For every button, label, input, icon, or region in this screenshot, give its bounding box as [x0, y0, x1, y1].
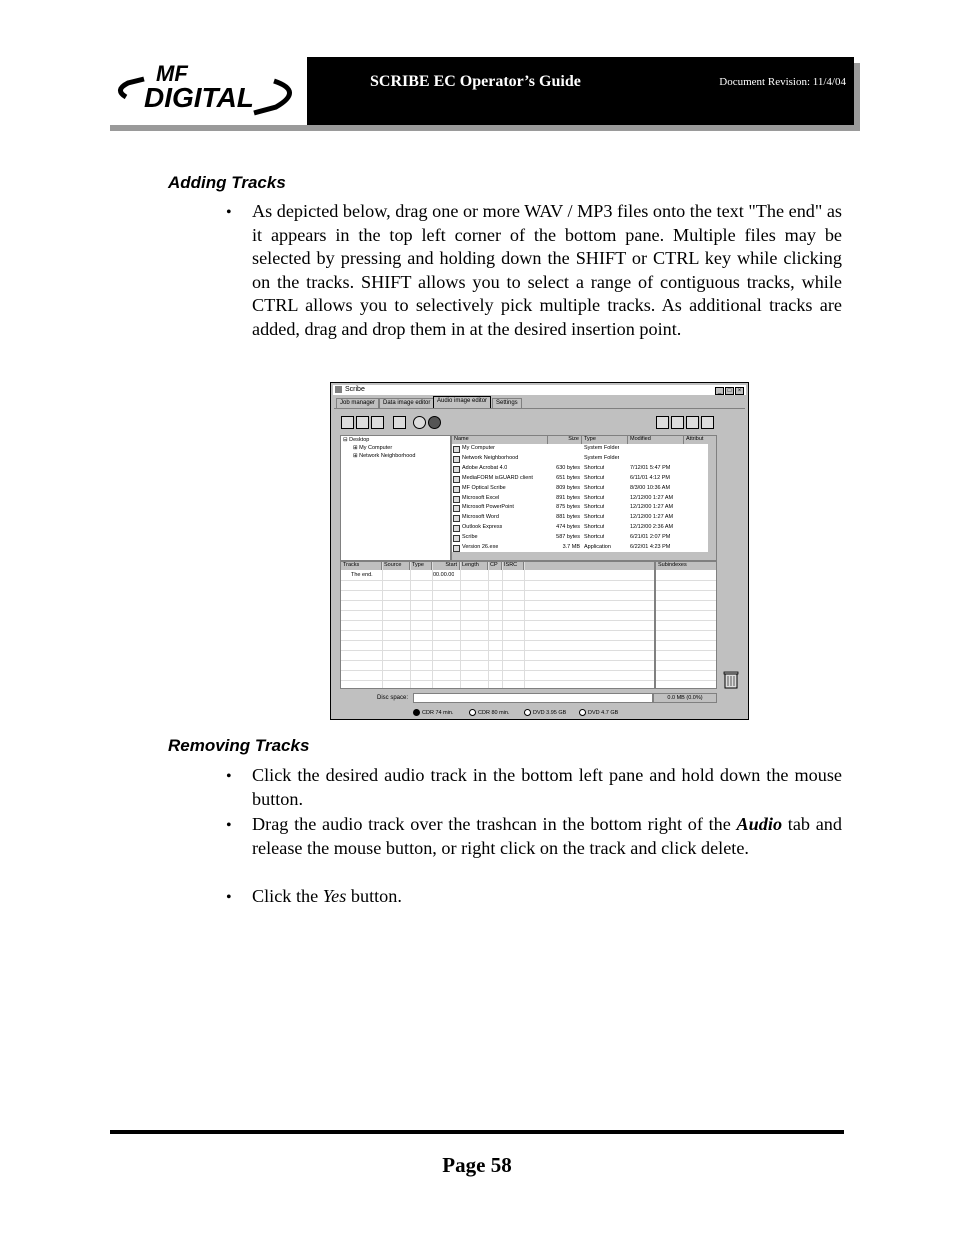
file-modified: 6/21/01 2:07 PM [630, 534, 671, 541]
col-name[interactable]: Name [452, 436, 548, 444]
tree-item-my-computer[interactable]: ⊞ My Computer [353, 445, 393, 451]
col-type[interactable]: Type [582, 436, 628, 444]
adding-tracks-bullet-1: As depicted below, drag one or more WAV / MP3 files onto the text "The end" as it appears in the top left corner of the bottom pane. Multiple files may be selected by pressing and holding down the SHIFT or CTRL key while clicking on the tracks. SHIFT allows you to select a range of contiguous tracks, while CTRL allows you to selectively pick multiple tracks. As additional tracks are added, drag and drop them in at the desired insertion point. [252, 201, 842, 339]
up-folder-icon[interactable] [671, 416, 684, 429]
file-name: Network Neighborhood [462, 454, 519, 461]
file-icon [453, 525, 460, 532]
grid-line [656, 650, 716, 651]
file-name: Version 26.exe [462, 544, 499, 550]
maximize-button[interactable]: □ [725, 387, 734, 395]
file-icon [453, 446, 460, 453]
new-icon[interactable] [341, 416, 354, 429]
file-icon [453, 496, 460, 503]
file-modified: 12/12/00 1:27 AM [630, 494, 674, 501]
grid-line [341, 580, 654, 581]
file-row[interactable] [452, 475, 716, 485]
grid-line [656, 580, 716, 581]
disc-icon[interactable] [413, 416, 426, 429]
file-name: Microsoft PowerPoint [462, 504, 514, 511]
file-modified: 8/3/00 10:36 AM [630, 484, 671, 491]
file-modified: 6/11/01 4:12 PM [630, 474, 670, 481]
file-row[interactable] [452, 495, 716, 505]
file-type: Shortcut [584, 514, 605, 521]
tab-audio-image-editor[interactable]: Audio image editor [433, 396, 491, 409]
file-type: System Folder [584, 454, 620, 461]
sort-icon[interactable] [656, 416, 669, 429]
file-type: Application [584, 544, 611, 550]
grid-column-line [524, 562, 525, 688]
file-type: Shortcut [584, 484, 605, 491]
subindexes-header: Subindexes [656, 562, 717, 570]
col-type[interactable]: Type [410, 562, 432, 570]
document-title: SCRIBE EC Operator’s Guide [370, 73, 581, 90]
mf-digital-logo [104, 57, 307, 125]
grid-line [341, 670, 654, 671]
grid-line [656, 670, 716, 671]
file-row[interactable] [452, 504, 716, 514]
file-size: 651 bytes [556, 474, 580, 481]
footer-rule [110, 1130, 844, 1134]
disc-space-label: Disc space: [377, 695, 409, 701]
file-size: 875 bytes [556, 504, 580, 511]
file-modified: 7/12/01 5:47 PM [630, 464, 671, 471]
page-header [104, 57, 854, 125]
file-row[interactable] [452, 465, 716, 475]
file-type: Shortcut [584, 524, 605, 531]
file-name: MediaFORM isGUARD client [462, 474, 533, 481]
radio-cdr-74[interactable]: CDR 74 min. [413, 709, 453, 716]
grid-line [656, 660, 716, 661]
tree-item-network[interactable]: ⊞ Network Neighborhood [353, 453, 416, 459]
grid-line [656, 620, 716, 621]
file-row[interactable] [452, 534, 716, 544]
page-number: Page 58 [442, 1153, 512, 1177]
grid-column-line [488, 562, 489, 688]
print-icon[interactable] [393, 416, 406, 429]
col-cp[interactable]: CP [488, 562, 502, 570]
tree-item-desktop[interactable]: ⊟ Desktop [343, 437, 370, 443]
radio-dvd-47[interactable]: DVD 4.7 GB [579, 709, 618, 716]
close-button[interactable]: × [735, 387, 744, 395]
file-name: Microsoft Excel [462, 494, 500, 501]
details-view-icon[interactable] [701, 416, 714, 429]
tab-settings[interactable]: Settings [492, 398, 522, 409]
file-type: Shortcut [584, 504, 605, 511]
col-size[interactable]: Size [548, 436, 582, 444]
trashcan-icon[interactable] [723, 669, 739, 689]
svg-text:MF: MF [156, 61, 188, 86]
file-icon [453, 476, 460, 483]
file-size: 474 bytes [556, 524, 580, 531]
grid-line [341, 620, 654, 621]
app-icon [335, 386, 342, 393]
bullet-marker: • [226, 768, 232, 785]
radio-cdr-80[interactable]: CDR 80 min. [469, 709, 509, 716]
file-size: 587 bytes [556, 534, 580, 541]
open-icon[interactable] [356, 416, 369, 429]
file-name: Adobe Acrobat 4.0 [462, 464, 508, 471]
grid-line [656, 600, 716, 601]
file-list-pane[interactable] [451, 435, 717, 561]
file-icon [453, 486, 460, 493]
grid-line [341, 680, 654, 681]
file-size: 630 bytes [556, 464, 580, 471]
file-icon [453, 456, 460, 463]
subindexes-pane[interactable] [655, 561, 717, 689]
grid-line [341, 590, 654, 591]
radio-dvd-395[interactable]: DVD 3.95 GB [524, 709, 566, 716]
file-row[interactable] [452, 514, 716, 524]
disc-space-value: 0.0 MB (0.0%) [653, 693, 717, 703]
record-icon[interactable] [428, 416, 441, 429]
track-name: The end. [351, 572, 373, 578]
grid-line [341, 610, 654, 611]
file-modified: 6/22/01 4:23 PM [630, 544, 671, 550]
window-title: Scribe [345, 386, 365, 393]
grid-line [656, 680, 716, 681]
file-icon [453, 545, 460, 552]
bullet-marker: • [226, 889, 232, 906]
tab-data-image-editor[interactable]: Data image editor [379, 398, 434, 409]
file-modified: 12/12/00 2:36 AM [630, 524, 674, 531]
file-row[interactable] [452, 485, 716, 495]
horizontal-scrollbar[interactable] [452, 552, 708, 560]
file-size: 891 bytes [556, 494, 580, 501]
removing-tracks-bullet-3: Click the Yes button. [252, 886, 402, 906]
col-length[interactable]: Length [460, 562, 488, 570]
grid-line [656, 630, 716, 631]
removing-tracks-bullet-1: Click the desired audio track in the bottom left pane and hold down the mouse button. [252, 765, 842, 809]
file-type: Shortcut [584, 464, 605, 471]
bullet-marker: • [226, 817, 232, 834]
file-name: My Computer [462, 445, 496, 451]
grid-column-line [502, 562, 503, 688]
section-heading-adding-tracks: Adding Tracks [168, 173, 286, 192]
vertical-scrollbar[interactable] [708, 436, 716, 560]
file-type: Shortcut [584, 494, 605, 501]
col-filler [524, 562, 655, 570]
file-row[interactable] [452, 524, 716, 534]
bullet-marker: • [226, 204, 232, 221]
grid-line [341, 640, 654, 641]
file-icon [453, 466, 460, 473]
grid-line [341, 650, 654, 651]
tab-job-manager[interactable]: Job manager [336, 398, 379, 409]
file-modified: 12/12/00 1:27 AM [630, 504, 674, 511]
file-name: Scribe [462, 534, 478, 541]
save-icon[interactable] [371, 416, 384, 429]
grid-column-line [460, 562, 461, 688]
col-attributes[interactable]: Attribut [684, 436, 710, 444]
file-row[interactable] [452, 445, 716, 455]
folder-tree-pane[interactable] [340, 435, 451, 561]
file-modified: 12/12/00 1:27 AM [630, 514, 674, 521]
file-size: 881 bytes [556, 514, 580, 521]
file-row[interactable] [452, 455, 716, 465]
col-start[interactable]: Start [432, 562, 460, 570]
grid-line [341, 660, 654, 661]
removing-tracks-bullet-2: Drag the audio track over the trashcan in the bottom right of the Audio tab and release the mouse button, or right click on the track and click delete. [252, 814, 842, 858]
grid-line [656, 610, 716, 611]
grid-column-line [432, 562, 433, 688]
grid-column-line [382, 562, 383, 688]
grid-line [341, 630, 654, 631]
window-titlebar [333, 385, 746, 395]
scribe-app-screenshot [330, 382, 749, 720]
file-type: Shortcut [584, 474, 605, 481]
col-isrc[interactable]: ISRC [502, 562, 524, 570]
grid-line [656, 590, 716, 591]
file-icon [453, 505, 460, 512]
tab-divider [334, 408, 745, 409]
file-size: 809 bytes [556, 484, 580, 491]
col-source[interactable]: Source [382, 562, 410, 570]
file-type: System Folder [584, 445, 620, 451]
grid-line [656, 640, 716, 641]
section-heading-removing-tracks: Removing Tracks [168, 736, 310, 755]
track-start: 00.00.00 [433, 572, 455, 578]
file-icon [453, 515, 460, 522]
tracks-pane[interactable] [340, 561, 655, 689]
svg-text:DIGITAL: DIGITAL [144, 82, 254, 113]
file-icon [453, 535, 460, 542]
document-revision: Document Revision: 11/4/04 [719, 76, 846, 88]
col-modified[interactable]: Modified [628, 436, 684, 444]
disc-space-bar [413, 693, 653, 703]
file-name: MF Optical Scribe [462, 484, 506, 491]
file-size: 3.7 MB [562, 544, 580, 550]
grid-line [341, 600, 654, 601]
list-view-icon[interactable] [686, 416, 699, 429]
file-type: Shortcut [584, 534, 605, 541]
grid-column-line [410, 562, 411, 688]
minimize-button[interactable]: _ [715, 387, 724, 395]
file-name: Microsoft Word [462, 514, 499, 521]
col-tracks[interactable]: Tracks [341, 562, 382, 570]
file-name: Outlook Express [462, 524, 503, 531]
